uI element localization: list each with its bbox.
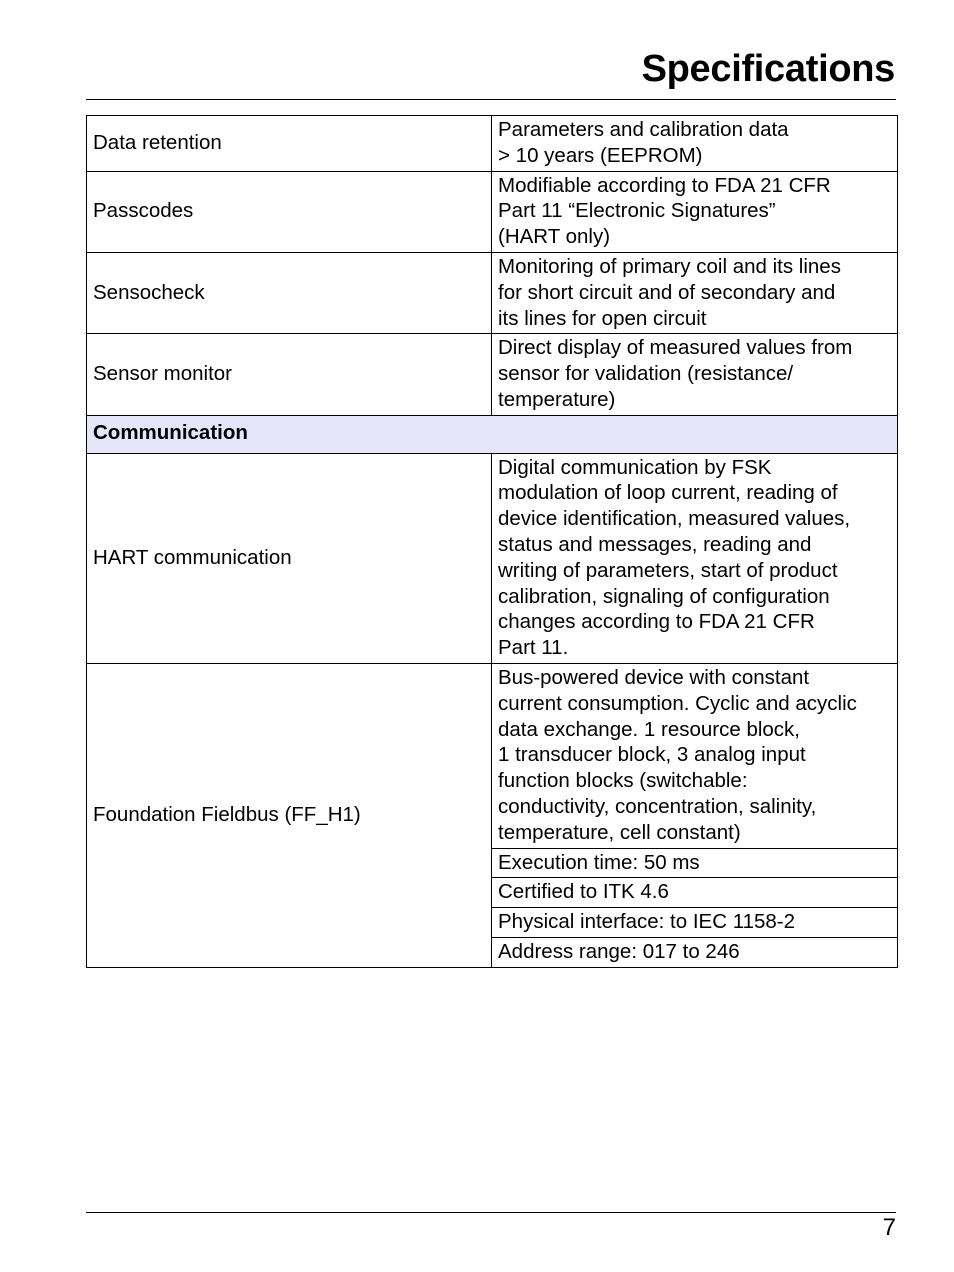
value-line: current consumption. Cyclic and acyclic — [498, 691, 857, 715]
value-line: Part 11. — [498, 636, 569, 660]
table-row-sensocheck — [87, 252, 898, 333]
value-line: data exchange. 1 resource block, — [498, 717, 800, 741]
table-row-passcodes — [87, 171, 898, 252]
value-line: its lines for open circuit — [498, 306, 707, 330]
row-label: Passcodes — [87, 171, 492, 252]
value-line: temperature) — [498, 387, 616, 411]
value-line: changes according to FDA 21 CFR — [498, 610, 815, 634]
value-line: conductivity, concentration, salinity, — [498, 794, 817, 818]
value-line: Direct display of measured values from — [498, 336, 853, 360]
address-range-value: Address range: 017 to 246 — [492, 937, 898, 967]
table-row-sensor-monitor — [87, 334, 898, 415]
value-line: writing of parameters, start of product — [498, 558, 838, 582]
title-divider — [86, 99, 896, 100]
row-label: Data retention — [87, 116, 492, 172]
row-value — [492, 252, 898, 333]
row-label: Sensor monitor — [87, 334, 492, 415]
footer-divider — [86, 1212, 896, 1213]
table-row-foundation-fieldbus — [87, 663, 898, 848]
value-line: status and messages, reading and — [498, 532, 812, 556]
value-line: (HART only) — [498, 225, 611, 249]
row-value — [492, 334, 898, 415]
row-label: HART communication — [87, 453, 492, 663]
value-line: Monitoring of primary coil and its lines — [498, 254, 841, 278]
value-line: temperature, cell constant) — [498, 820, 741, 844]
row-value — [492, 453, 898, 663]
execution-time-value: Execution time: 50 ms — [492, 848, 898, 878]
value-line: Modifiable according to FDA 21 CFR — [498, 173, 831, 197]
value-line: Part 11 “Electronic Signatures” — [498, 199, 776, 223]
value-line: calibration, signaling of configuration — [498, 584, 830, 608]
physical-interface-value: Physical interface: to IEC 1158-2 — [492, 908, 898, 938]
specifications-table — [86, 115, 898, 968]
value-line: > 10 years (EEPROM) — [498, 143, 703, 167]
section-heading: Communication — [87, 415, 898, 453]
value-line: function blocks (switchable: — [498, 769, 748, 793]
table-row-data-retention — [87, 116, 898, 172]
certification-value: Certified to ITK 4.6 — [492, 878, 898, 908]
row-value — [492, 116, 898, 172]
value-line: Digital communication by FSK — [498, 455, 772, 479]
value-line: device identification, measured values, — [498, 507, 851, 531]
row-value — [492, 171, 898, 252]
value-line: Parameters and calibration data — [498, 118, 789, 141]
row-label: Sensocheck — [87, 252, 492, 333]
table-row-hart-communication — [87, 453, 898, 663]
row-value — [492, 663, 898, 848]
value-line: modulation of loop current, reading of — [498, 481, 838, 505]
row-label: Foundation Fieldbus (FF_H1) — [87, 663, 492, 967]
value-line: Bus-powered device with constant — [498, 665, 810, 689]
page-title: Specifications — [641, 48, 895, 90]
value-line: 1 transducer block, 3 analog input — [498, 743, 806, 767]
value-line: sensor for validation (resistance/ — [498, 362, 794, 386]
section-header-communication — [87, 415, 898, 453]
page-number: 7 — [882, 1214, 896, 1241]
value-line: for short circuit and of secondary and — [498, 280, 836, 304]
